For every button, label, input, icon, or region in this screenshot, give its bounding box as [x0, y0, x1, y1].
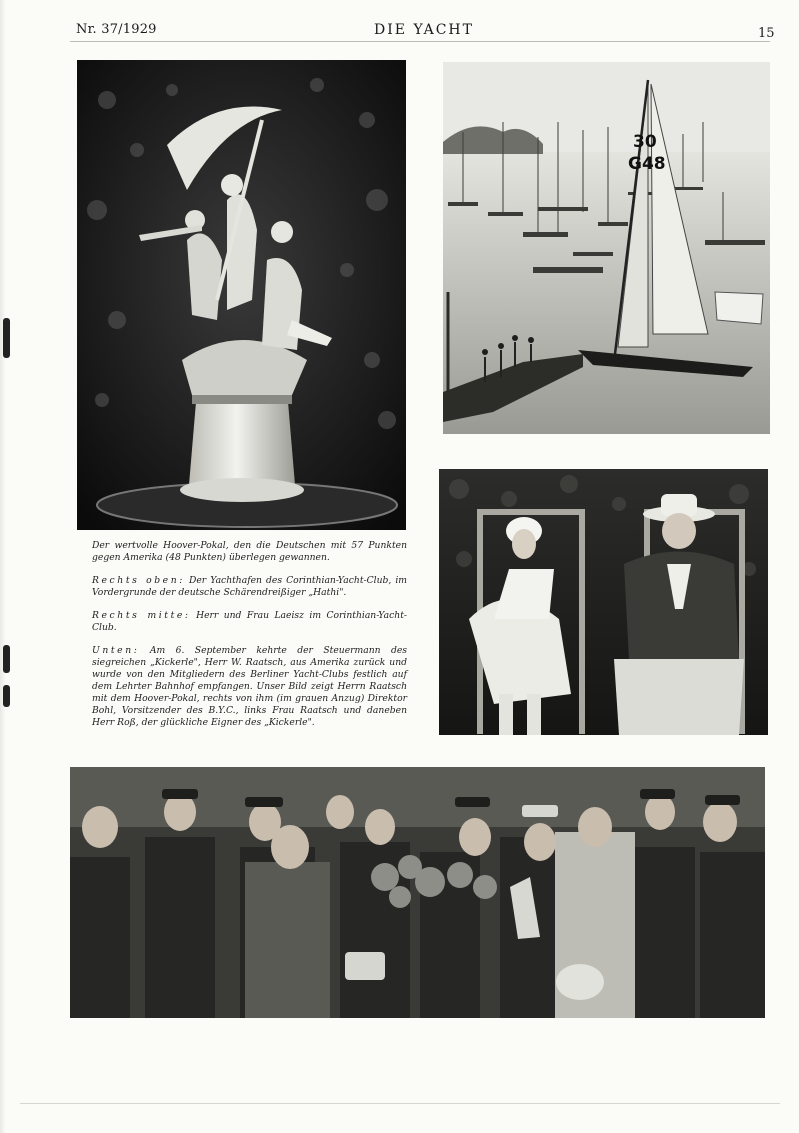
caption-group: Unten: Am 6. September kehrte der Steuermann des siegreichen „Kickerle", Herr W. Raatsch, aus Amerika zurück und wurde von den Mitgliedern des Berliner Yacht-Clubs festlich auf dem Lehrter Bahnhof empfangen. Unser Bild zeigt Herrn Raatsch mit dem Hoover-Pokal, rechts von ihm (im grauen Anzug) Direktor Bohl, Vorsitzender des B.Y.C., links Frau Raatsch und daneben Herr Roß, der glückliche Eigner des „Kickerle". — [92, 645, 407, 728]
caption-couple-label: Rechts mitte: — [92, 610, 191, 621]
photo-hoover-cup — [77, 60, 406, 530]
group-illustration — [70, 767, 765, 1018]
caption-block — [92, 540, 407, 740]
photo-harbor — [443, 62, 770, 434]
magazine-title: DIE YACHT — [374, 22, 474, 38]
sail-class-number: 30 — [633, 132, 657, 152]
caption-hoover-cup: Der wertvolle Hoover-Pokal, den die Deutschen mit 57 Punkten gegen Amerika (48 Punkten) überlegen gewannen. — [92, 540, 407, 563]
photo-reception-group — [70, 767, 765, 1018]
caption-couple: Rechts mitte: Herr und Frau Laeisz im Corinthian-Yacht-Club. — [92, 610, 407, 633]
page-number: 15 — [758, 26, 775, 41]
binding-mark-lower — [3, 685, 10, 707]
bottom-rule — [20, 1103, 780, 1104]
binding-mark-middle — [3, 645, 10, 673]
issue-number: Nr. 37/1929 — [76, 22, 157, 37]
couple-illustration — [439, 469, 768, 735]
harbor-illustration — [443, 62, 770, 434]
caption-harbor: Rechts oben: Der Yachthafen des Corinthian-Yacht-Club, im Vordergrunde der deutsche Schärendreißiger „Hathi". — [92, 575, 407, 598]
caption-harbor-label: Rechts oben: — [92, 575, 185, 586]
sail-id: G48 — [628, 154, 666, 174]
binding-mark-upper — [3, 318, 10, 358]
hoover-cup-illustration — [77, 60, 406, 530]
page-edge — [0, 0, 6, 1133]
caption-group-label: Unten: — [92, 645, 140, 656]
photo-laeisz-couple — [439, 469, 768, 735]
header-rule — [70, 41, 770, 42]
